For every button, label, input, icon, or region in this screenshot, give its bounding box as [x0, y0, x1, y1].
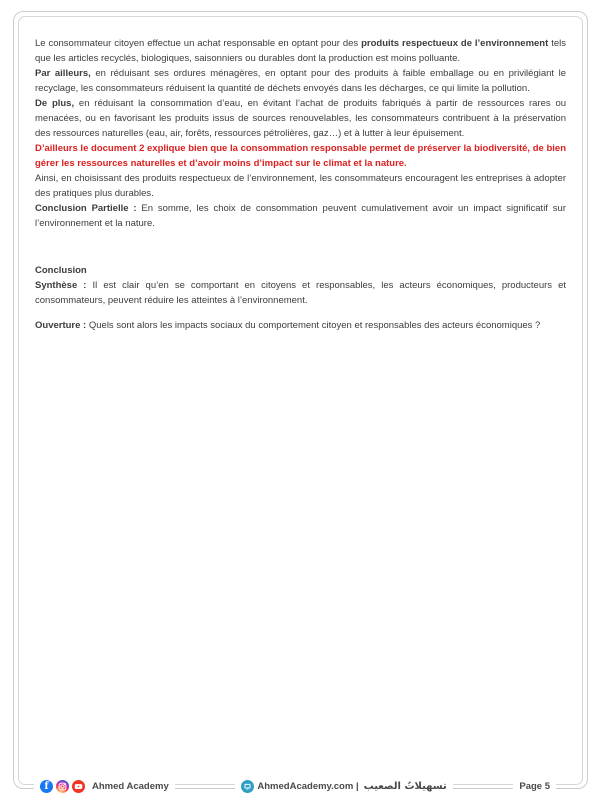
website-url[interactable]: AhmedAcademy.com | — [257, 780, 359, 792]
youtube-icon[interactable] — [72, 780, 85, 793]
instagram-icon[interactable] — [56, 780, 69, 793]
footer-brand-group — [34, 776, 175, 796]
website-icon[interactable] — [241, 780, 254, 793]
paragraph-de-plus — [35, 96, 566, 141]
document-body-text — [35, 36, 566, 333]
text-run-bold: Conclusion Partielle : — [35, 203, 137, 214]
paragraph-document2-highlight — [35, 141, 566, 171]
text-run: Quels sont alors les impacts sociaux du comportement citoyen et responsables des acteurs économiques ? — [86, 320, 541, 331]
text-run: tels que les articles recyclés, biologiques, saisonniers ou durables dont la production est moins polluante. — [35, 38, 566, 64]
paragraph-synthese — [35, 278, 566, 308]
text-run: Ainsi, en choisissant des produits respectueux de l’environnement, les consommateurs encouragent les entreprises à adopter des pratiques plus durables. — [35, 173, 566, 199]
conclusion-heading — [35, 263, 566, 278]
paragraph-par-ailleurs — [35, 66, 566, 96]
text-run-bold: Ouverture : — [35, 320, 87, 331]
text-run-bold: Par ailleurs, — [35, 68, 91, 79]
text-run-bold: produits respectueux de l’environnement — [361, 38, 549, 49]
paragraph-intro — [35, 36, 566, 66]
text-run: en réduisant la consommation d’eau, en évitant l’achat de produits fabriqués à partir de ressources rares ou menacées, ou en favorisant les produits issus de sources renouvelables, les consommateurs contribuent à la préservation des ressources naturelles (eau, air, forêts, ressources pétrolières, gaz…) et à lutter à leur épuisement. — [35, 98, 567, 139]
text-run-bold: De plus, — [35, 98, 75, 109]
paragraph-ouverture — [35, 318, 566, 333]
text-run-bold: Synthèse : — [35, 280, 87, 291]
text-run: En somme, les choix de consommation peuvent cumulativement avoir un impact significatif sur l’environnement et la nature. — [35, 203, 566, 229]
paragraph-gap — [35, 308, 566, 318]
paragraph-conclusion-partielle — [35, 201, 566, 231]
text-run-bold: Conclusion — [35, 265, 87, 276]
text-run: Le consommateur citoyen effectue un achat responsable en optant pour des — [35, 38, 362, 49]
facebook-icon[interactable]: f — [40, 780, 53, 793]
text-run: Il est clair qu’en se comportant en citoyens et responsables, les acteurs économiques, producteurs et consommateurs, peuvent réduire les atteintes à l’environnement. — [35, 280, 566, 306]
section-gap — [35, 231, 566, 263]
brand-name: Ahmed Academy — [92, 780, 169, 792]
text-run-red: D’ailleurs le document 2 explique bien que la consommation responsable permet de préserver la biodiversité, de bien gérer les ressources naturelles et d’avoir moins d’impact sur le climat et la nature. — [35, 143, 566, 169]
footer-website-group — [235, 776, 452, 796]
footer-page-group — [513, 776, 556, 796]
paragraph-ainsi — [35, 171, 566, 201]
arabic-logo-text: تسهيلاتُ الصعيب — [363, 780, 447, 792]
page-footer — [20, 776, 580, 796]
page-number: Page 5 — [519, 780, 550, 792]
text-run: en réduisant ses ordures ménagères, en optant pour des produits à faible emballage ou en privilégiant le recyclage, les consommateurs réduisent la quantité de déchets envoyés dans les décharges, ce qui limite la pollution. — [35, 68, 566, 94]
